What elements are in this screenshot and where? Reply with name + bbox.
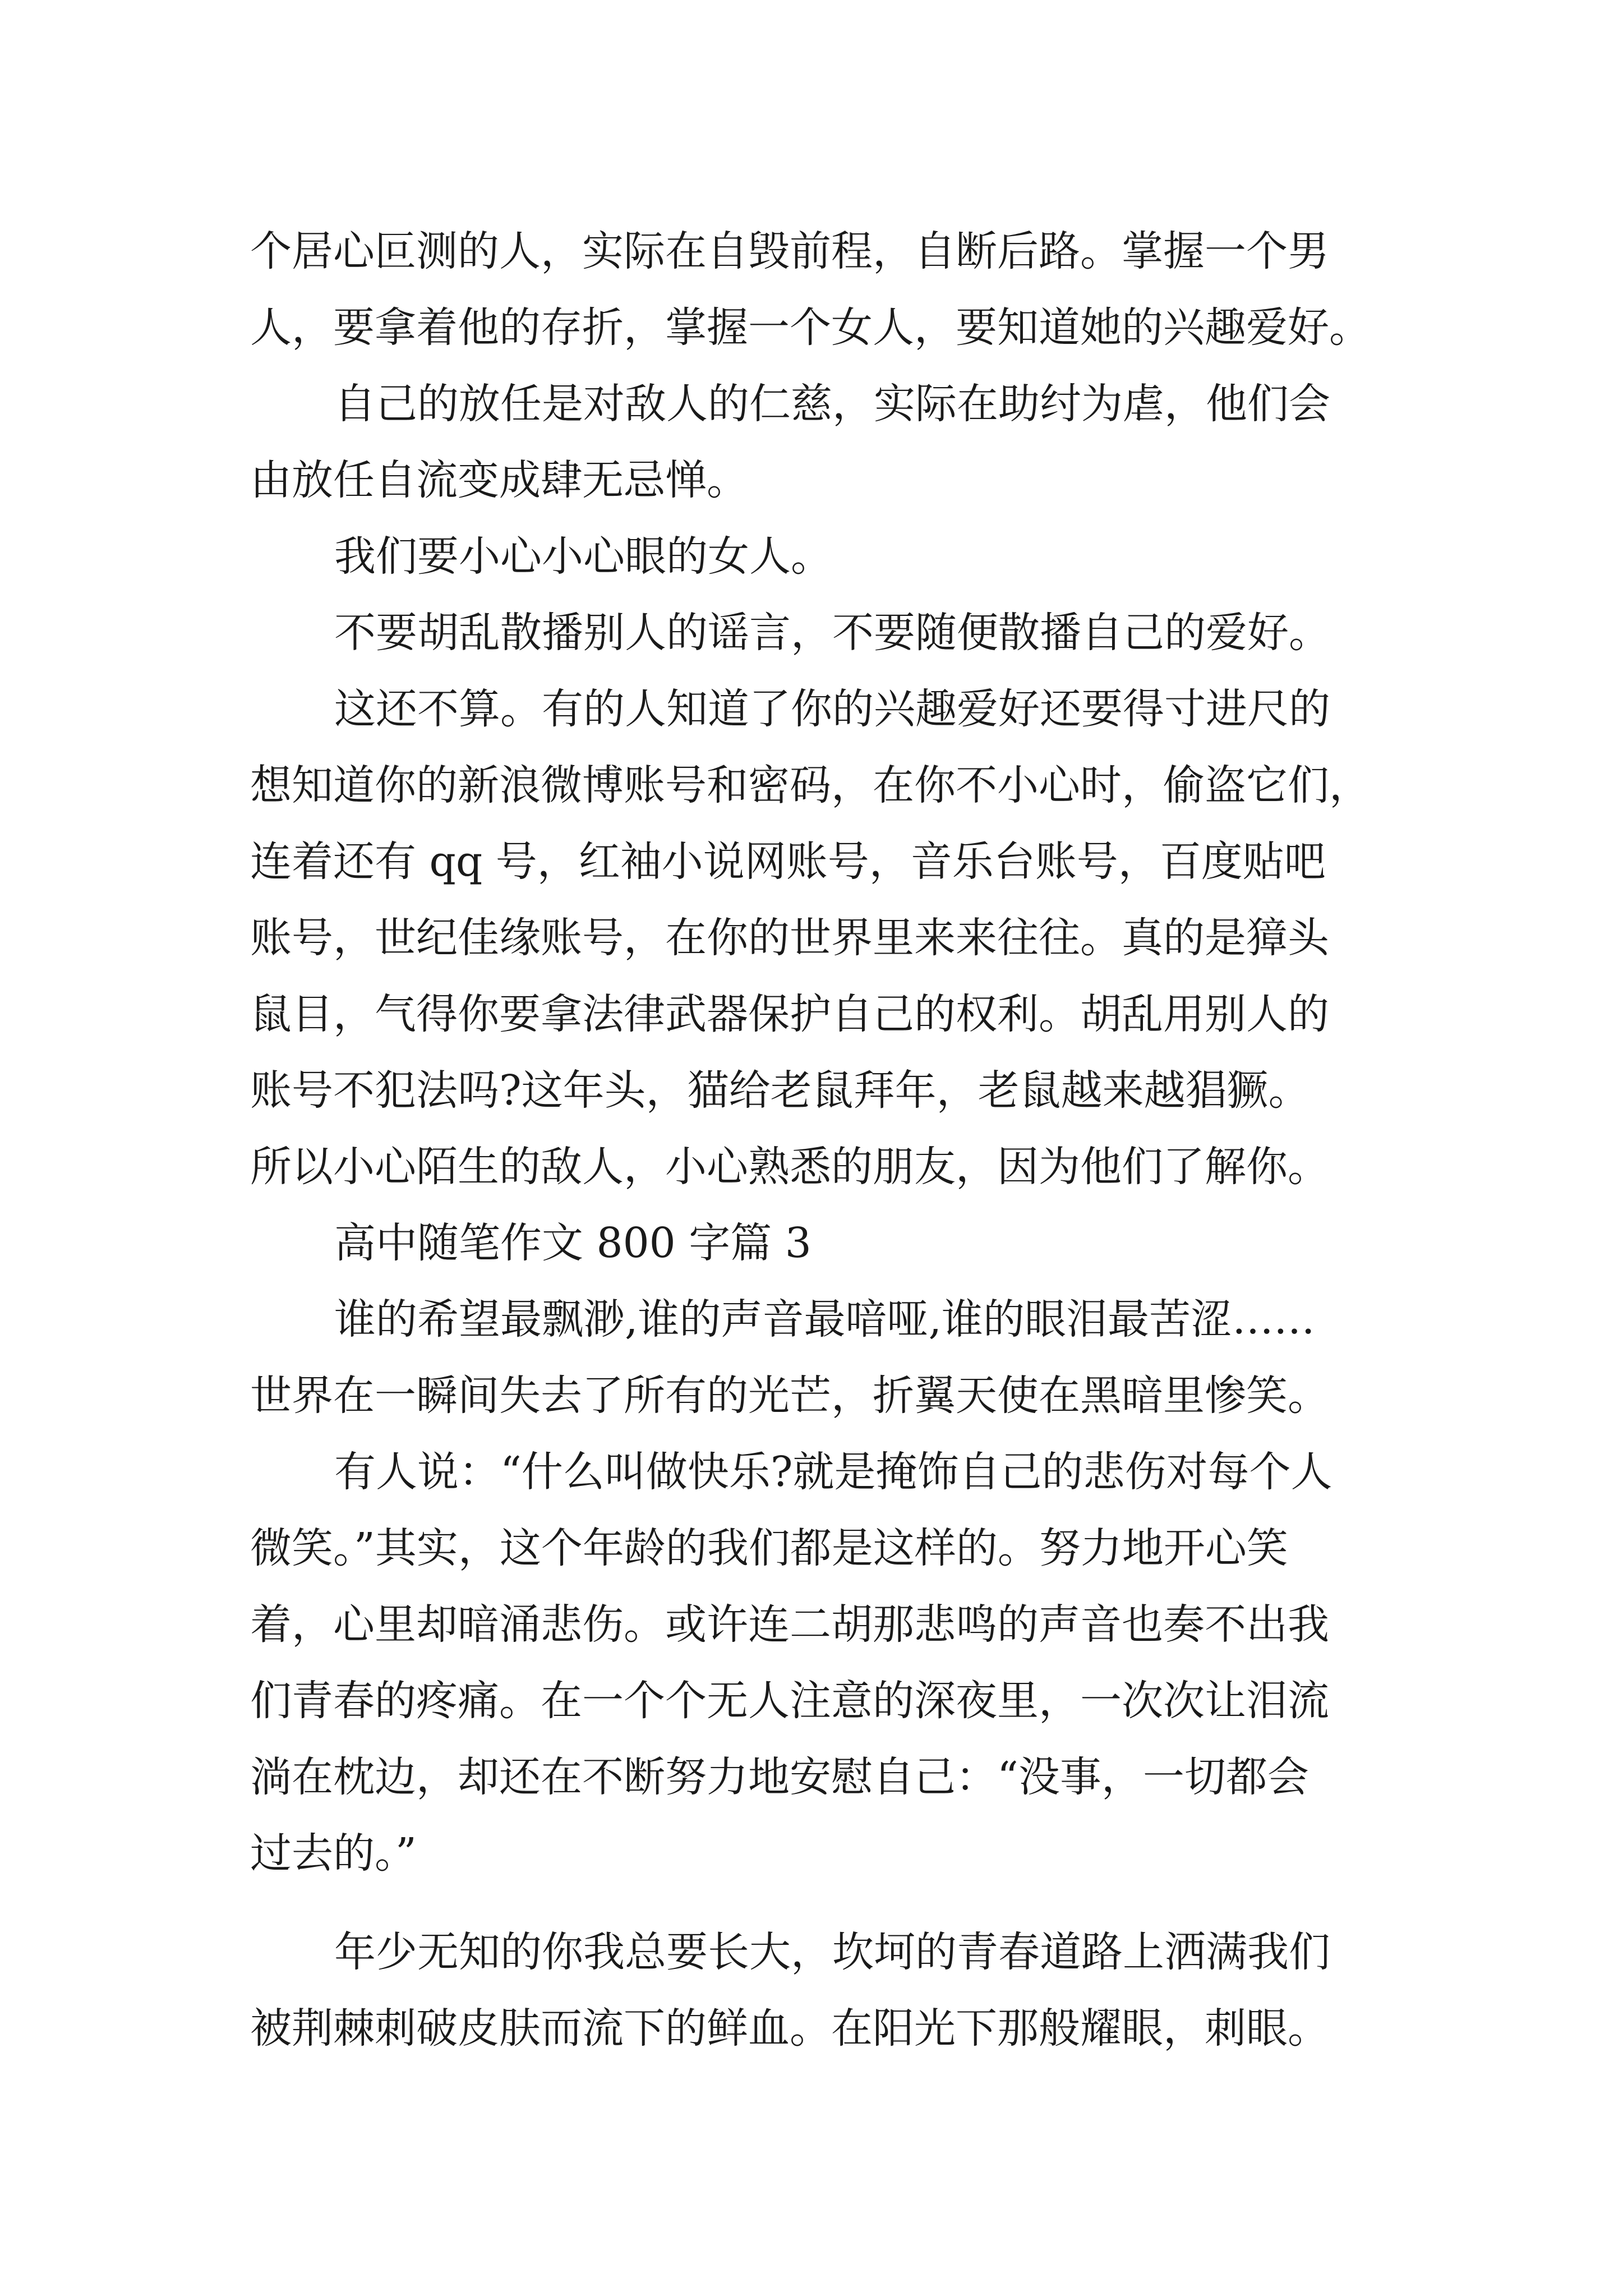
text-line: 们青春的疼痛。在一个个无人注意的深夜里，一次次让泪流 <box>250 1677 1329 1725</box>
paragraph-start-line: 我们要小心小心眼的女人。 <box>334 532 832 581</box>
paragraph-start-line: 自己的放任是对敌人的仁慈，实际在助纣为虐，他们会 <box>334 380 1330 428</box>
text-line: 账号不犯法吗?这年头，猫给老鼠拜年，老鼠越来越猖獗。 <box>250 1066 1310 1115</box>
paragraph-start-line: 谁的希望最飘渺,谁的声音最喑哑,谁的眼泪最苦涩…… <box>334 1295 1316 1343</box>
text-line: 人，要拿着他的存折，掌握一个女人，要知道她的兴趣爱好。 <box>250 303 1371 352</box>
text-line: 由放任自流变成肆无忌惮。 <box>250 456 748 504</box>
section-heading: 高中随笔作文 800 字篇 3 <box>334 1219 811 1267</box>
text-line: 着，心里却暗涌悲伤。或许连二胡那悲鸣的声音也奏不出我 <box>250 1600 1329 1649</box>
text-line: 鼠目，气得你要拿法律武器保护自己的权利。胡乱用别人的 <box>250 990 1329 1038</box>
paragraph-start-line: 有人说：“什么叫做快乐?就是掩饰自己的悲伤对每个人 <box>334 1448 1332 1496</box>
paragraph-start-line: 这还不算。有的人知道了你的兴趣爱好还要得寸进尺的 <box>334 685 1330 733</box>
text-line: 连着还有 qq 号，红袖小说网账号，音乐台账号，百度贴吧 <box>250 838 1326 886</box>
text-line: 淌在枕边，却还在不断努力地安慰自己：“没事，一切都会 <box>250 1753 1309 1801</box>
paragraph-start-line: 年少无知的你我总要长大，坎坷的青春道路上洒满我们 <box>334 1928 1330 1976</box>
text-line: 个居心叵测的人，实际在自毁前程，自断后路。掌握一个男 <box>250 227 1329 275</box>
text-line: 账号，世纪佳缘账号，在你的世界里来来往往。真的是獐头 <box>250 914 1329 962</box>
text-line: 过去的。” <box>250 1829 417 1878</box>
text-line: 世界在一瞬间失去了所有的光芒，折翼天使在黑暗里惨笑。 <box>250 1372 1329 1420</box>
text-line: 微笑。”其实，这个年龄的我们都是这样的。努力地开心笑 <box>250 1524 1288 1572</box>
text-line: 想知道你的新浪微博账号和密码，在你不小心时，偷盗它们， <box>250 761 1371 809</box>
text-line: 所以小心陌生的敌人，小心熟悉的朋友，因为他们了解你。 <box>250 1143 1329 1191</box>
text-line: 被荆棘刺破皮肤而流下的鲜血。在阳光下那般耀眼，刺眼。 <box>250 2004 1329 2053</box>
paragraph-start-line: 不要胡乱散播别人的谣言，不要随便散播自己的爱好。 <box>334 609 1330 657</box>
